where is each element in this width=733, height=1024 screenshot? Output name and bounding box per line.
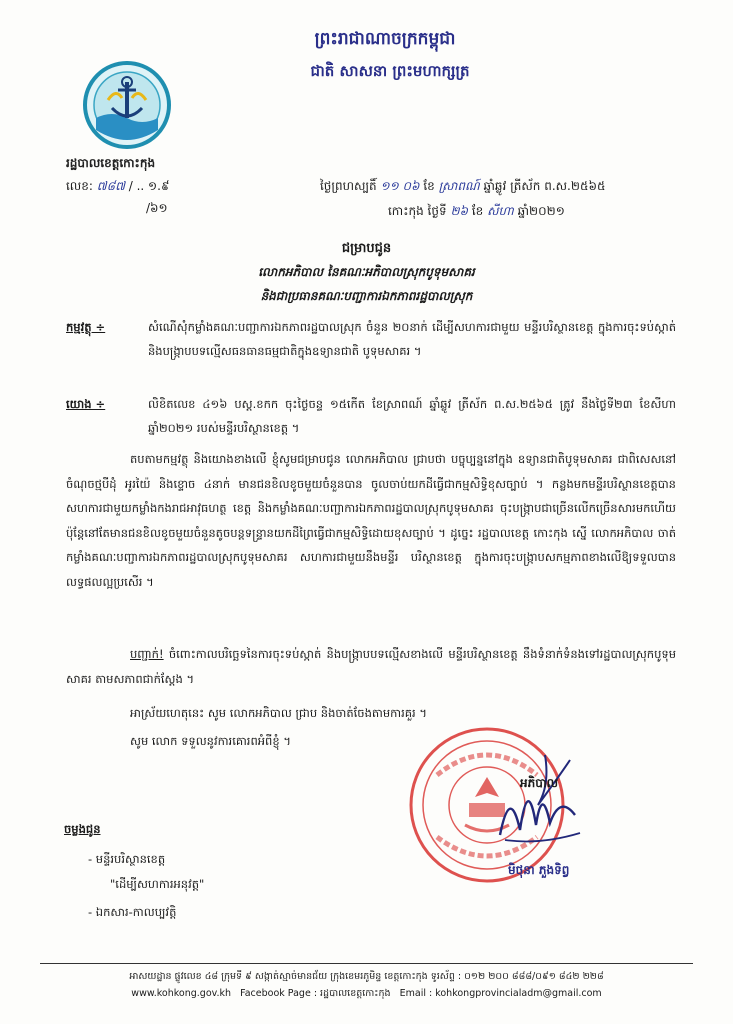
lunar-month: ស្រាពណ៍ <box>438 179 480 193</box>
handwritten-signature <box>490 745 590 855</box>
ref-prefix: លេខ: <box>66 179 93 193</box>
solar-suffix: ឆ្នាំ២០២១ <box>517 204 565 218</box>
lunar-date <box>320 178 605 196</box>
footer-contacts <box>0 987 733 1001</box>
cc-item: "ដើម្បីសហការអនុវត្ត" <box>110 877 205 891</box>
lunar-day: ១១ ០៦ <box>380 179 420 193</box>
subject-text: សំណើសុំកម្លាំងគណៈបញ្ជាការឯកភាពរដ្ឋបាលស្រុក ចំនួន ២០នាក់ ដើម្បីសហការជាមួយ មន្ទីរបរិស្ថានខេត្ត ក្នុងការចុះទប់ស្កាត់ និងបង្ក្រាបបទល្មើសធនធានធម្មជាតិក្នុងឧទ្យានជាតិ បូទុមសាគរ ។ <box>148 320 676 358</box>
body-paragraph-2 <box>66 642 676 691</box>
note-text: ចំពោះកាលបរិច្ឆេទនៃការចុះទប់ស្កាត់ និងបង្ក្រាបបទល្មើសខាងលើ មន្ទីរបរិស្ថានខេត្ត នឹងទំនាក់ទំនងទៅរដ្ឋបាលស្រុកបូទុមសាគរ តាមសភាពជាក់ស្តែង ។ <box>66 647 677 686</box>
lunar-mid: ខែ <box>423 179 435 193</box>
lunar-prefix: ថ្ងៃព្រហស្បតិ៍ <box>320 179 377 193</box>
signatory-name: មិថុនា ភួងទិព្វ <box>508 863 570 877</box>
kingdom-heading: ព្រះរាជាណាចក្រកម្ពុជា <box>314 29 456 49</box>
signatory-title: អភិបាល <box>520 776 559 790</box>
closing-line-2: សូម លោក ទទួលនូវការគោរពអំពីខ្ញុំ ។ <box>130 734 291 748</box>
provincial-logo <box>82 60 172 150</box>
body-paragraph-1: តបតាមកម្មវត្ថុ និងយោងខាងលើ ខ្ញុំសូមជម្រាបជូន លោកអភិបាល ជ្រាបថា បច្ចុប្បន្ននៅក្នុង ឧទ្យានជាតិបូទុមសាគរ ជាពិសេសនៅចំណុចថ្មបីដុំ អូរយ៉ៃ និងខ្ទោច ៤នាក់ មានជនខិលខូចមួយចំនួនបាន ចូលចាប់យកដីធ្វើជាកម្មសិទ្ធិខុសច្បាប់ ។ កន្លងមកមន្ទីរបរិស្ថានខេត្តបានសហការជាមួយកម្លាំងកងរាជអាវុធហត្ថ ខេត្ត និងកម្លាំងគណៈបញ្ជាការឯកភាពរដ្ឋបាលស្រុកបូទុមសាគរ ចុះបង្ក្រាបជាច្រើនលើកច្រើនសារមកហើយ ប៉ុន្តែនៅតែមានជនខិលខូចមួយចំនួនតូចបន្តទន្ទ្រានយកដីព្រៃធ្វើជាកម្មសិទ្ធិដោយខុសច្បាប់ ។ ដូច្នេះ រដ្ឋបាលខេត្ត កោះកុង ស្នើ លោកអភិបាល ចាត់កម្លាំងគណៈបញ្ជាការឯកភាពរដ្ឋបាលស្រុកបូទុមសាគរ សហការជាមួយនឹងមន្ទីរ បរិស្ថានខេត្ត ក្នុងការចុះបង្ក្រាបសកម្មភាពខាងលើឱ្យទទួលបានលទ្ធផលល្អប្រសើរ ។ <box>66 452 676 589</box>
national-motto: ជាតិ សាសនា ព្រះមហាក្សត្រ <box>310 62 470 80</box>
ref-suffix: /៦១ <box>146 201 168 215</box>
lunar-suffix: ឆ្នាំឆ្លូវ ត្រីស័ក ព.ស.២៥៦៥ <box>483 179 606 193</box>
issuing-authority: រដ្ឋបាលខេត្តកោះកុង <box>66 156 156 170</box>
cc-item: - ឯកសារ-កាលប្បវត្តិ <box>88 905 177 919</box>
reference-label: យោង ÷ <box>66 397 106 411</box>
reference-block <box>66 392 676 440</box>
solar-mid: ខែ <box>471 204 484 218</box>
footer-website[interactable]: www.kohkong.gov.kh <box>131 988 232 999</box>
footer-address: អាសយដ្ឋាន ផ្លូវលេខ ៤៨ ក្រុមទី ៩ សង្កាត់ស្មាច់មានជ័យ ក្រុងខេមរភូមិន្ទ ខេត្តកោះកុង ទូរស័ព្ទ : ០១២ ២០០ ៨៨៨/០៩១ ៨៤២ ២២៨ <box>129 971 604 982</box>
solar-month: សីហា <box>487 204 514 218</box>
closing-line-1: អាស្រ័យហេតុនេះ សូម លោកអភិបាល ជ្រាប និងចាត់ចែងតាមការគួរ ។ <box>130 706 427 720</box>
footer-email[interactable]: Email : kohkongprovincialadm@gmail.com <box>399 988 602 999</box>
reference-number <box>66 178 169 218</box>
subject-block <box>66 315 676 363</box>
subject-label: កម្មវត្ថុ ÷ <box>66 320 106 334</box>
note-label: បញ្ជាក់! <box>130 647 164 661</box>
reference-text: លិខិតលេខ ៤១៦ បស្ត.ខកក ចុះថ្ងៃចន្ទ ១៥កើត ខែស្រាពណ៍ ឆ្នាំឆ្លូវ ត្រីស័ក ព.ស.២៥៦៥ ត្រូវ នឹងថ្ងៃទី២៣ ខែសីហា ឆ្នាំ២០២១ របស់មន្ទីរបរិស្ថានខេត្ត ។ <box>148 397 676 435</box>
ref-code: / .. ១.៩ <box>128 179 170 193</box>
solar-prefix: កោះកុង ថ្ងៃទី <box>388 204 447 218</box>
footer-divider <box>40 963 693 964</box>
cc-item: - មន្ទីរបរិស្ថានខេត្ត <box>88 852 166 866</box>
cc-title: ចម្លងជូន <box>64 822 101 836</box>
addressee-line-2: និងជាប្រធានគណៈបញ្ជាការឯកភាពរដ្ឋបាលស្រុក <box>260 289 473 303</box>
solar-day: ២៦ <box>450 204 469 218</box>
ref-number: ៧៨៧ <box>96 179 125 193</box>
solar-date <box>388 203 565 221</box>
addressee-line-1: លោកអភិបាល នៃគណៈអភិបាលស្រុកបូទុមសាគរ <box>258 265 475 279</box>
notice-title: ជម្រាបជូន <box>341 241 392 256</box>
footer-facebook[interactable]: Facebook Page : រដ្ឋបាលខេត្តកោះកុង <box>240 988 391 999</box>
